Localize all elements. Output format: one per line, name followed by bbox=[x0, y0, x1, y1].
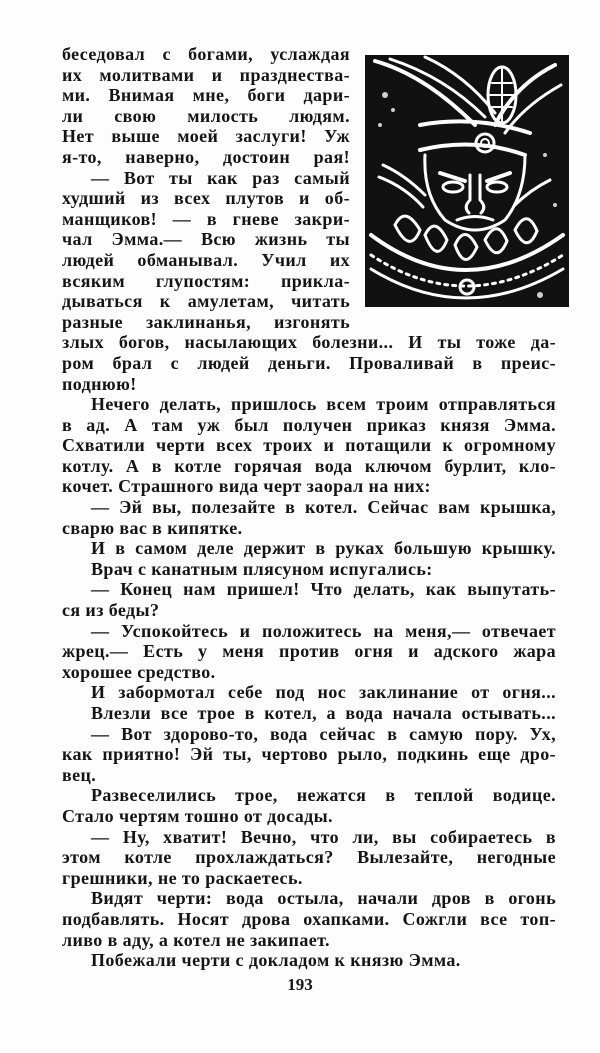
text-line: беседовал с богами, услаждая bbox=[62, 44, 350, 64]
text-line: чал Эмма.— Всю жизнь ты bbox=[62, 229, 350, 250]
text-line: — Вот здорово-то, вода сейчас в самую пору. Ух, bbox=[91, 723, 556, 744]
text-line: поднюю! bbox=[62, 373, 137, 394]
text-line: И забормотал себе под нос заклинание от огня... bbox=[91, 682, 556, 703]
text-line: ми. Внимая мне, боги дари- bbox=[62, 85, 350, 106]
text-line: Влезли все трое в котел, а вода начала остывать... bbox=[91, 703, 556, 723]
text-line: этом котле прохлаждаться? Вылезайте, негодные bbox=[62, 847, 556, 868]
text-line: — Конец нам пришел! Что делать, как выпутать- bbox=[91, 579, 556, 600]
text-line: как приятно! Эй ты, чертово рыло, подкинь еще дро- bbox=[62, 744, 556, 765]
text-line: ся из беды? bbox=[62, 600, 160, 621]
text-line: худший из всех плутов и об- bbox=[62, 188, 350, 209]
text-line: Развеселились трое, нежатся в теплой водице. bbox=[91, 785, 556, 806]
text-line: Видят черти: вода остыла, начали дров в огонь bbox=[91, 888, 556, 909]
text-line: Нечего делать, пришлось всем троим отправляться bbox=[91, 394, 556, 415]
text-line: Стало чертям тошно от досады. bbox=[62, 805, 333, 826]
page-number: 193 bbox=[287, 975, 313, 994]
text-line: подбавлять. Носят дрова охапками. Сожгли все топ- bbox=[62, 908, 556, 929]
text-line: — Успокойтесь и положитесь на меня,— отвечает bbox=[91, 620, 556, 641]
text-line: людей обманывал. Учил их bbox=[62, 249, 350, 270]
text-line: грешники, не то раскаетесь. bbox=[62, 867, 303, 888]
text-line: Схватили черти всех троих и потащили к огромному bbox=[62, 435, 556, 456]
text-line: ром брал с людей деньги. Проваливай в преис- bbox=[62, 352, 556, 373]
text-line: — Эй вы, полезайте в котел. Сейчас вам крышка, bbox=[91, 497, 556, 518]
text-line: котлу. А в котле горячая вода ключом бурлит, кло- bbox=[62, 455, 556, 476]
text-line: — Вот ты как раз самый bbox=[91, 167, 350, 188]
text-line: злых богов, насылающих болезни... И ты тоже да- bbox=[62, 332, 556, 353]
text-line: вец. bbox=[62, 764, 97, 785]
text-line: всяким глупостям: прикла- bbox=[62, 270, 350, 291]
text-line: дываться к амулетам, читать bbox=[62, 291, 350, 312]
text-line: Побежали черти с докладом к князю Эмма. bbox=[91, 950, 461, 971]
emma-woodcut-illustration bbox=[365, 55, 569, 307]
text-line: сварю вас в кипятке. bbox=[62, 517, 243, 538]
text-line: — Ну, хватит! Вечно, что ли, вы собираетесь в bbox=[91, 826, 556, 847]
text-line: жрец.— Есть у меня против огня и адского жара bbox=[62, 641, 556, 662]
text-line: ливо в аду, а котел не закипает. bbox=[62, 929, 330, 950]
text-line: Нет выше моей заслуги! Уж bbox=[62, 126, 350, 147]
text-line: их молитвами и празднества- bbox=[62, 64, 350, 85]
text-line: ли свою милость людям. bbox=[62, 105, 350, 126]
text-line: разные заклинанья, изгонять bbox=[62, 311, 350, 332]
text-line: И в самом деле держит в руках большую крышку. bbox=[91, 538, 556, 559]
text-line: кочет. Страшного вида черт заорал на них: bbox=[62, 476, 431, 497]
text-line: манщиков! — в гневе закри- bbox=[62, 208, 350, 229]
text-line: хорошее средство. bbox=[62, 661, 216, 682]
text-line: я-то, наверно, достоин рая! bbox=[62, 146, 350, 167]
text-line: в ад. А там уж был получен приказ князя Эмма. bbox=[62, 414, 556, 435]
text-line: Врач с канатным плясуном испугались: bbox=[91, 558, 433, 579]
